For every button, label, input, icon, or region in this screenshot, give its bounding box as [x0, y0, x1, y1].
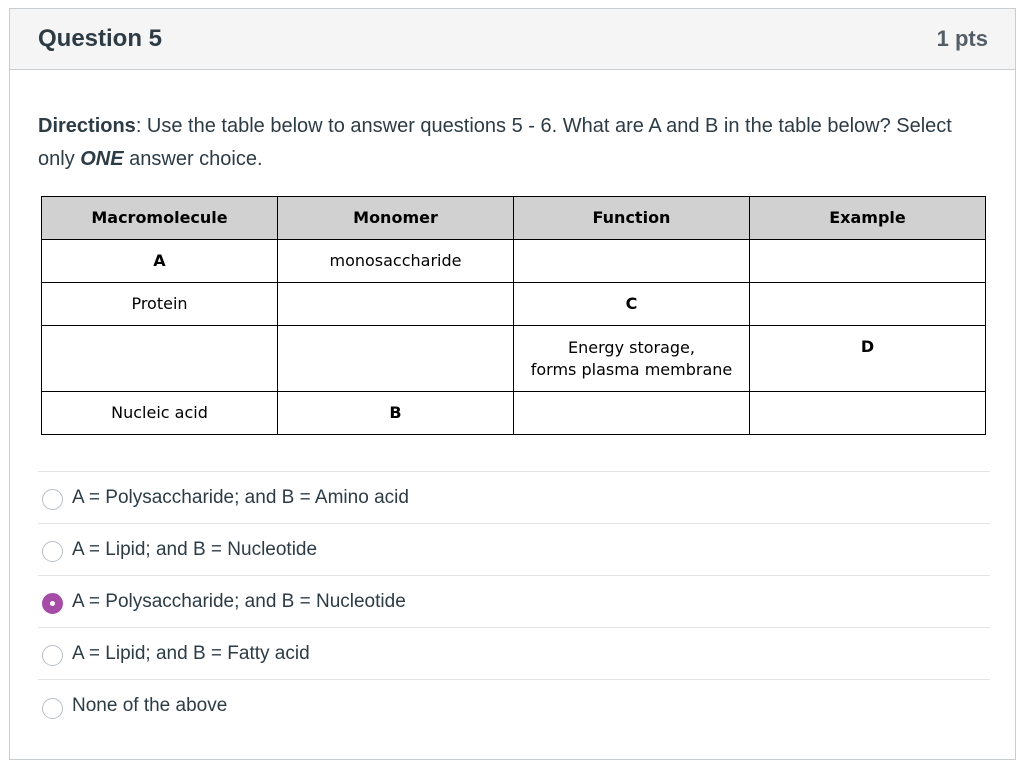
column-header-monomer: Monomer [278, 197, 514, 240]
radio-button[interactable] [42, 541, 63, 562]
directions-label: Directions [38, 115, 136, 137]
table-cell [514, 240, 750, 283]
table-cell [750, 283, 986, 326]
answer-label[interactable]: None of the above [72, 695, 228, 716]
answer-label[interactable]: A = Polysaccharide; and B = Amino acid [72, 486, 409, 508]
question-card [9, 8, 1016, 760]
directions-text-part2: answer choice. [123, 148, 263, 170]
answer-option[interactable] [38, 472, 990, 524]
question-title: Question 5 [38, 25, 163, 52]
table-cell [278, 283, 514, 326]
question-body [10, 70, 1015, 732]
question-header [10, 9, 1015, 70]
table-cell: B [278, 392, 514, 435]
table-cell: Nucleic acid [42, 392, 278, 435]
radio-button[interactable] [42, 593, 63, 614]
answer-option[interactable] [38, 576, 990, 628]
directions-text [38, 110, 988, 176]
answer-label[interactable]: A = Polysaccharide; and B = Nucleotide [72, 590, 406, 612]
column-header-function: Function [514, 197, 750, 240]
table-cell: C [514, 283, 750, 326]
table-cell [514, 392, 750, 435]
column-header-macromolecule: Macromolecule [42, 197, 278, 240]
table-cell: monosaccharide [278, 240, 514, 283]
answer-option[interactable] [38, 524, 990, 576]
directions-text-part1: : Use the table below to answer questions 5 - 6. What are A and B in the table below? Select only [38, 115, 952, 170]
table-cell [42, 326, 278, 392]
radio-dot-icon [50, 601, 55, 606]
answer-option[interactable] [38, 628, 990, 680]
radio-button[interactable] [42, 489, 63, 510]
macromolecule-table [41, 196, 986, 435]
answer-label[interactable]: A = Lipid; and B = Nucleotide [72, 538, 318, 560]
radio-button[interactable] [42, 645, 63, 666]
table-cell [750, 240, 986, 283]
table-row [42, 392, 986, 435]
column-header-example: Example [750, 197, 986, 240]
table-cell: D [750, 326, 986, 392]
answer-option[interactable] [38, 680, 990, 732]
answer-list [38, 471, 990, 732]
table-cell [278, 326, 514, 392]
radio-button[interactable] [42, 698, 63, 719]
table-cell: A [42, 240, 278, 283]
directions-emphasis: ONE [80, 148, 124, 170]
answer-label[interactable]: A = Lipid; and B = Fatty acid [72, 642, 310, 664]
table-header-row [42, 197, 986, 240]
table-row [42, 283, 986, 326]
table-cell: Protein [42, 283, 278, 326]
table-cell: Energy storage, forms plasma membrane [514, 326, 750, 392]
table-row [42, 240, 986, 283]
table-row [42, 326, 986, 392]
question-points: 1 pts [936, 26, 988, 51]
table-cell [750, 392, 986, 435]
